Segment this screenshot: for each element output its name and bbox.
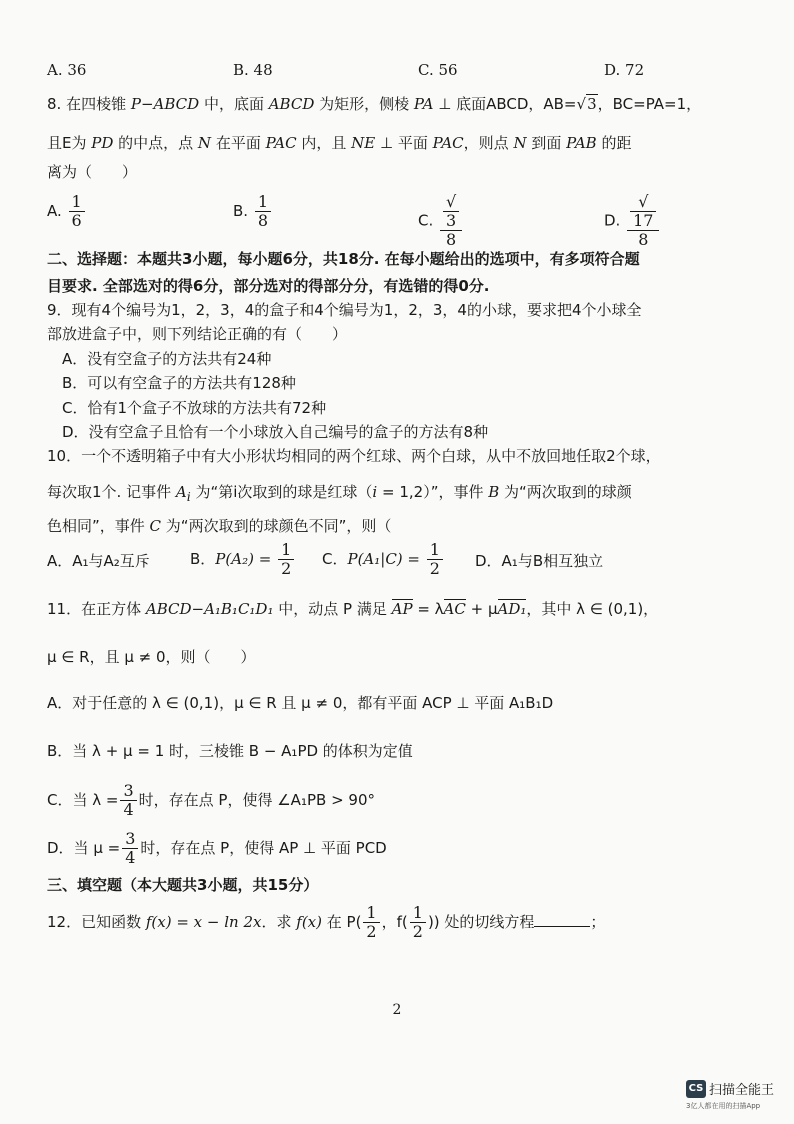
q8-line2: 且E为 PD 的中点，点 N 在平面 PAC 内，且 NE ⊥ 平面 PAC，则点 N 到面 PAB 的距 [47, 134, 632, 152]
q10-option-b: B．P(A₂) = $\frac{1}{2}$ [190, 541, 296, 578]
q7-option-a: A. 36 [47, 61, 87, 79]
q9-line2: 部放进盒子中，则下列结论正确的有（ ） [47, 325, 348, 343]
q9-option-d: D．没有空盒子且恰有一个小球放入自己编号的盒子的方法有8种 [62, 423, 489, 441]
q7-option-d: D. 72 [604, 61, 645, 79]
q7-option-c: C. 56 [418, 61, 458, 79]
q9-option-c: C．恰有1个盒子不放球的方法共有72种 [62, 399, 327, 417]
section2-line2: 目要求. 全部选对的得6分，部分选对的得部分分，有选错的得0分. [47, 277, 490, 295]
q8-line3: 离为（ ） [47, 163, 138, 181]
watermark-subtitle: 3亿人都在用的扫描App [686, 1102, 761, 1110]
q10-option-a: A．A₁与A₂互斥 [47, 552, 150, 570]
q10-line3: 色相同”，事件 C 为“两次取到的球颜色不同”，则（ [47, 517, 392, 535]
section2-line1: 二、选择题：本题共3小题，每小题6分，共18分. 在每小题给出的选项中，有多项符合题 [47, 250, 640, 268]
watermark-name: 扫描全能王 [709, 1083, 775, 1098]
q8-option-a: A. $\frac{1}{6}$ [47, 193, 87, 230]
q11-option-a: A．对于任意的 λ ∈ (0,1)，μ ∈ R 且 μ ≠ 0，都有平面 ACP ⊥ 平面 A₁B₁D [47, 694, 554, 712]
q12-line: 12．已知函数 f(x) = x − ln 2x．求 f(x) 在 P( $\frac{1}{2}$ ，f( $\frac{1}{2}$ )) 处的切线方程 ； [47, 903, 606, 941]
q10-line2: 每次取1个. 记事件 $A_i$ 为“第i次取到的球是红球（i = 1,2）”，事件 B 为“两次取到的球颜 [47, 483, 632, 504]
q8-option-d: D. √ 17 8 [604, 193, 661, 249]
answer-blank [534, 912, 590, 927]
q8-option-c: C. √ 3 8 [418, 193, 464, 249]
q9-option-b: B．可以有空盒子的方法共有128种 [62, 374, 296, 392]
q11-line2: μ ∈ R，且 μ ≠ 0，则（ ） [47, 648, 256, 666]
camscanner-logo-icon: CS [686, 1080, 706, 1098]
q11-option-d: D．当 μ = $\frac{3}{4}$ 时，存在点 P，使得 AP ⊥ 平面 PCD [47, 829, 387, 867]
q10-line1: 10．一个不透明箱子中有大小形状均相同的两个红球、两个白球，从中不放回地任取2个球， [47, 447, 661, 465]
q11-option-b: B．当 λ + μ = 1 时，三棱锥 B − A₁PD 的体积为定值 [47, 742, 413, 760]
q8-line1: 8. 在四棱锥 P−ABCD 中，底面 ABCD 为矩形，侧棱 PA ⊥ 底面ABCD，AB=√3，BC=PA=1， [47, 95, 702, 113]
page-number: 2 [392, 1002, 402, 1018]
q9-option-a: A．没有空盒子的方法共有24种 [62, 350, 272, 368]
q10-option-d: D．A₁与B相互独立 [475, 552, 604, 570]
q11-option-c: C．当 λ = $\frac{3}{4}$ 时，存在点 P，使得 ∠A₁PB > 90° [47, 781, 375, 819]
q10-option-c: C．P(A₁|C) = $\frac{1}{2}$ [322, 541, 445, 578]
q9-line1: 9．现有4个编号为1，2，3，4的盒子和4个编号为1，2，3，4的小球，要求把4个小球全 [47, 301, 642, 319]
q8-option-b: B. $\frac{1}{8}$ [233, 193, 273, 230]
scan-top-edge [0, 0, 794, 4]
section3-heading: 三、填空题（本大题共3小题，共15分） [47, 876, 319, 894]
q11-line1: 11．在正方体 ABCD−A₁B₁C₁D₁ 中，动点 P 满足 AP = λAC + μAD₁，其中 λ ∈ (0,1)， [47, 600, 659, 618]
q7-option-b: B. 48 [233, 61, 273, 79]
scanner-watermark [686, 1079, 774, 1111]
